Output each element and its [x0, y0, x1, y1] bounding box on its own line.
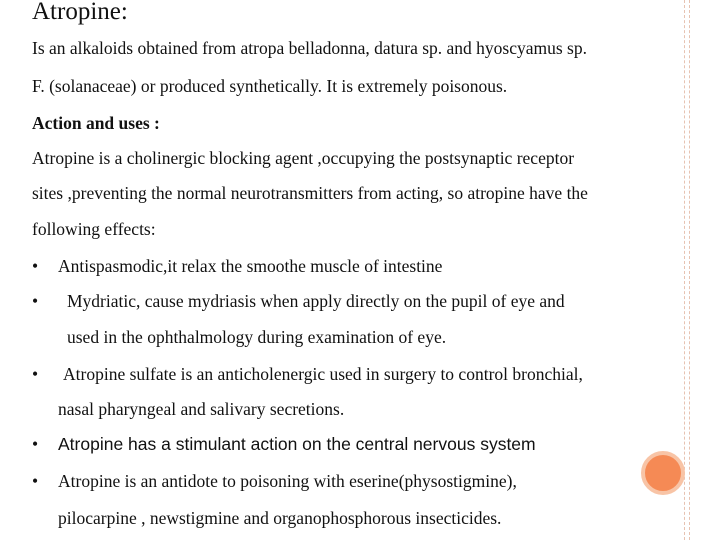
bullet-3-line-1: Atropine sulfate is an anticholenergic used in surgery to control bronchial,: [63, 364, 583, 384]
bullet-1-line-1: Antispasmodic,it relax the smoothe muscle of intestine: [58, 256, 443, 276]
bullet-5-line-1: Atropine is an antidote to poisoning with eserine(physostigmine),: [58, 471, 517, 491]
bullet-3-line-2: nasal pharyngeal and salivary secretions.: [58, 399, 345, 419]
bullet-2-line-1: Mydriatic, cause mydriasis when apply directly on the pupil of eye and: [67, 291, 565, 311]
mechanism-line-3: following effects:: [32, 219, 156, 239]
bullet-4-line-1: Atropine has a stimulant action on the central nervous system: [58, 434, 536, 454]
slide-border-right-2: [689, 0, 690, 540]
bullet-marker: •: [32, 256, 39, 276]
section-heading: Action and uses :: [32, 113, 160, 133]
bullet-marker: •: [32, 471, 39, 491]
mechanism-line-1: Atropine is a cholinergic blocking agent ,occupying the postsynaptic receptor: [32, 148, 575, 168]
slide-title: Atropine:: [32, 0, 128, 25]
bullet-marker: •: [32, 364, 39, 384]
decorative-circle: [641, 451, 685, 495]
bullet-5-line-2: pilocarpine , newstigmine and organophosphorous insecticides.: [58, 508, 502, 528]
slide-border-right-1: [684, 0, 685, 540]
bullet-marker: •: [32, 291, 39, 311]
intro-line-2: F. (solanaceae) or produced synthetically. It is extremely poisonous.: [32, 76, 508, 96]
bullet-2-line-2: used in the ophthalmology during examination of eye.: [67, 327, 447, 347]
intro-line-1: Is an alkaloids obtained from atropa belladonna, datura sp. and hyoscyamus sp.: [32, 38, 587, 58]
bullet-marker: •: [32, 434, 39, 454]
mechanism-line-2: sites ,preventing the normal neurotransmitters from acting, so atropine have the: [32, 183, 588, 203]
